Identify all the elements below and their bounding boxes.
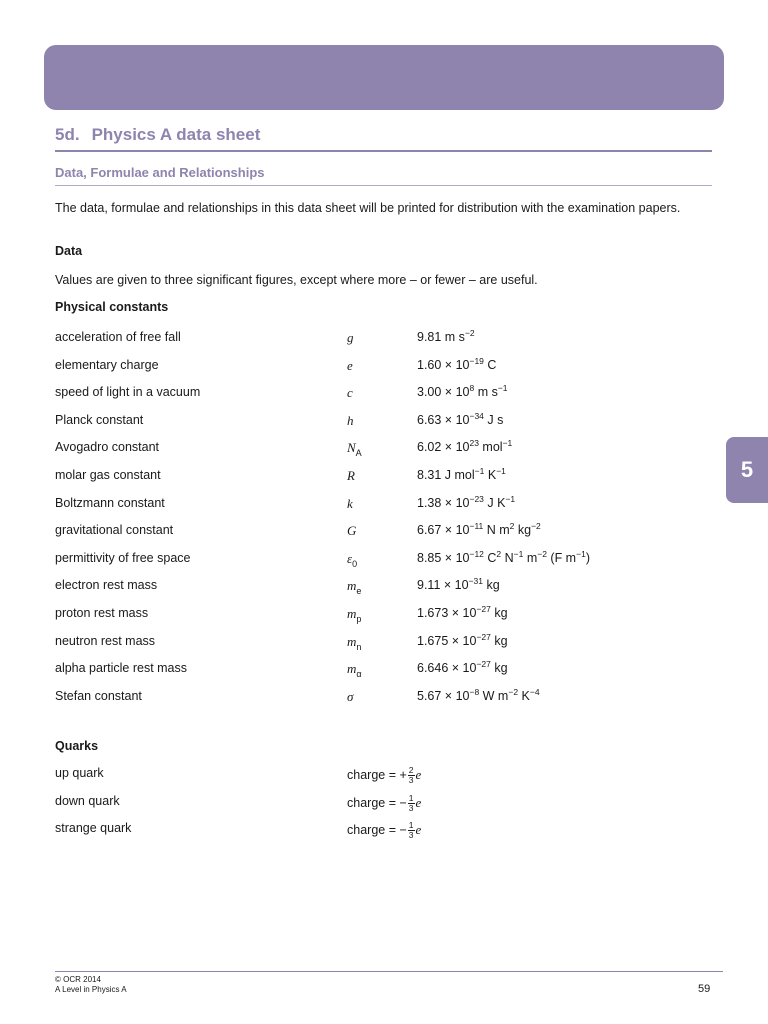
charge-fraction (408, 821, 415, 840)
value-exponent: −4 (529, 686, 540, 697)
symbol-letter: R (347, 468, 355, 483)
symbol-letter: m (347, 633, 357, 649)
charge-unit: e (415, 794, 422, 810)
constant-row (0, 578, 768, 600)
value-text: kg (482, 578, 500, 593)
symbol-letter: N (347, 440, 356, 456)
value-text: 6.67 × 10 (417, 523, 470, 538)
symbol-letter: m (347, 606, 357, 621)
value-text: 1.673 × 10 (417, 606, 477, 620)
value-exponent: −27 (476, 659, 491, 670)
value-text: 9.81 m s (417, 330, 465, 344)
fraction-denominator: 3 (408, 802, 414, 813)
quarks-heading: Quarks (55, 739, 99, 753)
value-exponent: 2 (496, 548, 502, 559)
value-text: kg (490, 633, 508, 648)
constant-symbol (347, 468, 355, 484)
value-exponent: −31 (468, 576, 483, 587)
quark-charge (347, 821, 421, 840)
footer-rule (55, 971, 723, 972)
constant-value (417, 631, 508, 648)
value-text: m s (474, 385, 498, 400)
constant-name: permittivity of free space (55, 550, 191, 565)
subheading-rule (55, 185, 712, 186)
value-exponent: −8 (469, 686, 480, 697)
constant-name: molar gas constant (55, 468, 161, 482)
symbol-subscript: α (356, 669, 362, 680)
value-text: N m (483, 523, 510, 538)
value-text: W m (479, 688, 509, 703)
value-text: C (483, 357, 497, 372)
value-exponent: −27 (476, 604, 491, 614)
footer-left (55, 975, 127, 995)
symbol-letter: σ (347, 688, 354, 704)
value-text: C (483, 550, 497, 565)
quark-charge (347, 766, 421, 785)
quark-name: down quark (55, 793, 120, 808)
symbol-letter: m (347, 578, 357, 594)
symbol-letter: g (347, 330, 354, 345)
value-exponent: −27 (476, 631, 491, 642)
constant-symbol (347, 606, 361, 624)
value-text: 8.31 J mol (417, 468, 475, 482)
constant-name: neutron rest mass (55, 633, 156, 648)
value-text: ) (585, 550, 590, 565)
value-text: kg (490, 606, 508, 620)
symbol-subscript: n (356, 641, 362, 652)
constant-row (0, 410, 768, 435)
symbol-letter: h (347, 412, 354, 428)
fraction-numerator: 2 (408, 765, 414, 775)
charge-fraction (408, 766, 415, 785)
charge-unit: e (415, 821, 422, 837)
constant-symbol (347, 330, 354, 346)
constant-value (417, 330, 475, 344)
value-text: 1.675 × 10 (417, 633, 477, 648)
section-number: 5d. (55, 125, 80, 144)
constant-symbol (347, 385, 353, 401)
constant-value (417, 548, 590, 565)
value-exponent: −1 (497, 383, 508, 394)
constant-row (0, 661, 768, 683)
charge-prefix: charge = (347, 795, 400, 810)
constant-row (0, 548, 768, 573)
constant-name: elementary charge (55, 357, 159, 372)
footer-copyright: © OCR 2014 (55, 975, 101, 984)
value-exponent: −1 (474, 466, 485, 476)
constant-symbol (347, 578, 361, 596)
value-exponent: −2 (464, 328, 475, 338)
constant-symbol (347, 440, 362, 458)
constant-name: Stefan constant (55, 688, 142, 703)
value-exponent: −2 (537, 548, 547, 559)
quark-row (0, 766, 768, 788)
value-text: K (484, 468, 497, 482)
constant-row (0, 385, 768, 407)
fraction-numerator: 1 (408, 820, 414, 831)
charge-sign: − (399, 795, 407, 810)
footer-course: A Level in Physics A (55, 985, 127, 994)
constant-value (417, 493, 516, 510)
charge-unit: e (415, 766, 422, 782)
constant-value (417, 385, 508, 399)
section-title: Physics A data sheet (91, 125, 261, 144)
intro-paragraph: The data, formulae and relationships in this data sheet will be printed for distribution with the examination papers. (55, 201, 681, 215)
value-exponent: −34 (469, 410, 484, 421)
chapter-tab: 5 (726, 437, 768, 503)
constants-heading: Physical constants (55, 300, 169, 314)
constant-symbol (347, 413, 354, 429)
symbol-subscript: p (356, 614, 362, 624)
constant-value (417, 523, 541, 537)
symbol-letter: k (347, 495, 353, 511)
constant-symbol (347, 661, 362, 679)
charge-sign: + (399, 767, 407, 782)
symbol-subscript: e (356, 586, 362, 597)
value-text: 9.11 × 10 (417, 578, 469, 593)
symbol-letter: m (347, 661, 357, 677)
value-text: K (518, 688, 530, 703)
value-text: 8.85 × 10 (417, 550, 470, 565)
constant-row (0, 493, 768, 518)
value-exponent: −1 (496, 466, 506, 476)
constant-name: Planck constant (55, 412, 144, 427)
value-exponent: −19 (469, 355, 484, 366)
data-heading: Data (55, 244, 83, 258)
quark-name: strange quark (55, 821, 132, 836)
constant-name: proton rest mass (55, 606, 149, 620)
value-exponent: −11 (469, 521, 484, 532)
value-text: m (523, 550, 538, 565)
quark-row (0, 821, 768, 843)
constant-row (0, 631, 768, 656)
value-text: 6.646 × 10 (417, 661, 477, 676)
symbol-letter: G (347, 523, 357, 539)
value-text: kg (514, 523, 532, 538)
value-text: kg (490, 661, 508, 676)
value-text: N (501, 550, 514, 565)
value-text: mol (478, 440, 503, 455)
constant-row (0, 523, 768, 545)
constant-name: acceleration of free fall (55, 330, 181, 344)
value-exponent: −1 (576, 548, 586, 559)
value-exponent: −23 (469, 493, 484, 504)
constant-value (417, 440, 512, 454)
symbol-letter: e (347, 357, 353, 373)
section-heading (55, 125, 260, 145)
quark-name: up quark (55, 766, 104, 780)
symbol-letter: c (347, 385, 353, 401)
value-exponent: 23 (469, 438, 479, 449)
charge-prefix: charge = (347, 822, 400, 837)
constant-symbol (347, 523, 356, 539)
fraction-numerator: 1 (408, 792, 414, 803)
constant-value (417, 468, 506, 482)
section-subtitle: Data, Formulae and Relationships (55, 165, 265, 180)
value-exponent: −1 (502, 438, 513, 449)
value-text: J K (483, 495, 506, 510)
constant-row (0, 330, 768, 352)
value-text: 5.67 × 10 (417, 688, 470, 703)
charge-fraction (408, 794, 415, 813)
constant-row (0, 355, 768, 380)
value-exponent: 8 (469, 383, 475, 394)
constant-name: gravitational constant (55, 523, 174, 538)
value-text: 1.38 × 10 (417, 495, 470, 510)
charge-sign: − (399, 822, 407, 837)
constant-name: Boltzmann constant (55, 495, 165, 510)
constant-value (417, 410, 504, 427)
header-banner (44, 45, 724, 110)
fraction-denominator: 3 (408, 830, 414, 841)
constant-value (417, 661, 508, 675)
page-number: 59 (698, 983, 711, 995)
quark-charge (347, 794, 421, 813)
symbol-letter: ε (347, 550, 353, 566)
value-exponent: −1 (505, 493, 516, 504)
constant-name: alpha particle rest mass (55, 661, 188, 676)
value-text: 6.02 × 10 (417, 440, 470, 455)
heading-rule (55, 150, 712, 152)
value-text: (F m (546, 550, 577, 565)
constant-row (0, 468, 768, 490)
constant-value (417, 578, 500, 592)
constant-name: electron rest mass (55, 578, 158, 593)
constant-symbol (347, 551, 357, 569)
fraction-denominator: 3 (408, 775, 414, 785)
value-exponent: 2 (509, 521, 515, 532)
symbol-subscript: A (355, 448, 362, 459)
constant-symbol (347, 634, 361, 652)
value-text: J s (483, 412, 504, 427)
symbol-subscript: 0 (352, 558, 358, 569)
constant-row (0, 440, 768, 462)
charge-prefix: charge = (347, 767, 400, 782)
value-exponent: −2 (531, 521, 541, 532)
data-note: Values are given to three significant figures, except where more – or fewer – are useful. (55, 273, 538, 287)
value-text: 3.00 × 10 (417, 385, 470, 400)
constant-name: speed of light in a vacuum (55, 385, 201, 400)
value-text: 6.63 × 10 (417, 412, 470, 427)
constant-row (0, 686, 768, 711)
constant-value (417, 686, 540, 703)
value-text: 1.60 × 10 (417, 357, 470, 372)
value-exponent: −1 (513, 548, 524, 559)
constant-symbol (347, 689, 353, 705)
constant-name: Avogadro constant (55, 440, 160, 455)
value-exponent: −2 (508, 686, 519, 697)
constant-symbol (347, 358, 353, 374)
constant-value (417, 355, 497, 372)
constant-symbol (347, 496, 353, 512)
value-exponent: −12 (469, 548, 484, 559)
constant-row (0, 606, 768, 628)
constant-value (417, 606, 508, 620)
quark-row (0, 794, 768, 816)
